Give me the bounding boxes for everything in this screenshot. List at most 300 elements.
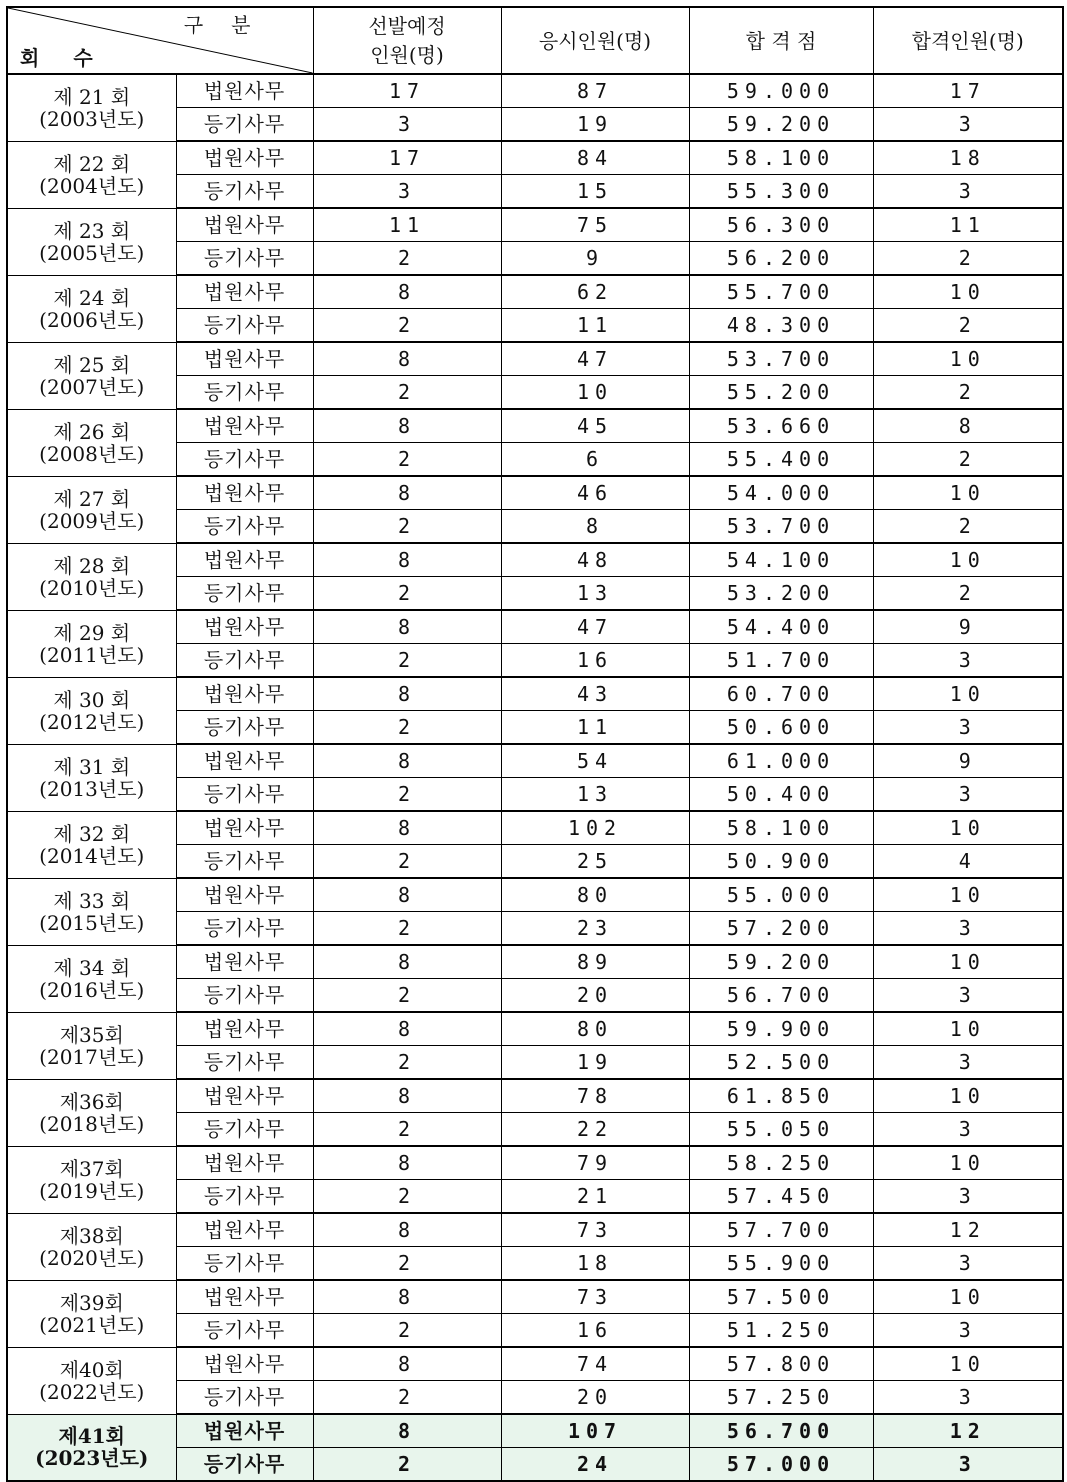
planned-cell: 2 [313, 1381, 501, 1415]
applicants-cell: 47 [501, 342, 689, 376]
round-cell [7, 744, 176, 811]
planned-cell: 11 [313, 208, 501, 242]
applicants-cell: 79 [501, 1146, 689, 1180]
cutoff-cell: 55.200 [689, 376, 873, 410]
header-applicants: 응시인원(명) [501, 7, 689, 74]
table-row [7, 342, 1063, 376]
round-year: (2013년도) [39, 776, 145, 801]
passed-cell: 10 [873, 1280, 1063, 1314]
applicants-cell: 46 [501, 476, 689, 510]
cutoff-cell: 48.300 [689, 309, 873, 343]
planned-cell: 2 [313, 644, 501, 678]
applicants-cell: 107 [501, 1414, 689, 1448]
table-row [7, 744, 1063, 778]
table-row [7, 1414, 1063, 1448]
type-cell: 법원사무 [176, 878, 313, 912]
round-number: 제 25 회 [53, 352, 131, 377]
type-cell: 등기사무 [176, 1381, 313, 1415]
planned-cell: 8 [313, 945, 501, 979]
applicants-cell: 21 [501, 1180, 689, 1214]
table-row [7, 476, 1063, 510]
round-cell [7, 1079, 176, 1146]
table-row [7, 409, 1063, 443]
table-row [7, 1079, 1063, 1113]
round-year: (2014년도) [39, 843, 145, 868]
passed-cell: 3 [873, 1113, 1063, 1147]
round-number: 제 31 회 [53, 754, 131, 779]
table-row [7, 811, 1063, 845]
type-cell: 등기사무 [176, 778, 313, 812]
applicants-cell: 11 [501, 309, 689, 343]
passed-cell: 10 [873, 543, 1063, 577]
planned-cell: 2 [313, 443, 501, 477]
planned-cell: 8 [313, 610, 501, 644]
planned-cell: 8 [313, 1213, 501, 1247]
cutoff-cell: 51.700 [689, 644, 873, 678]
round-cell [7, 1347, 176, 1414]
passed-cell: 12 [873, 1213, 1063, 1247]
round-number: 제 33 회 [53, 888, 131, 913]
type-cell: 등기사무 [176, 175, 313, 209]
round-number: 제 32 회 [53, 821, 131, 846]
table-row [7, 945, 1063, 979]
table-header-row [7, 7, 1063, 74]
applicants-cell: 6 [501, 443, 689, 477]
round-number: 제38회 [59, 1223, 124, 1248]
applicants-cell: 78 [501, 1079, 689, 1113]
applicants-cell: 48 [501, 543, 689, 577]
round-cell [7, 945, 176, 1012]
round-year: (2023년도) [35, 1446, 149, 1471]
applicants-cell: 47 [501, 610, 689, 644]
applicants-cell: 43 [501, 677, 689, 711]
type-cell: 법원사무 [176, 1213, 313, 1247]
cutoff-cell: 52.500 [689, 1046, 873, 1080]
round-number: 제 22 회 [53, 151, 131, 176]
type-cell: 법원사무 [176, 677, 313, 711]
round-cell [7, 275, 176, 342]
passed-cell: 3 [873, 979, 1063, 1013]
round-year: (2004년도) [39, 173, 145, 198]
cutoff-cell: 56.700 [689, 1414, 873, 1448]
cutoff-cell: 57.000 [689, 1448, 873, 1482]
table-row [7, 208, 1063, 242]
type-cell: 법원사무 [176, 610, 313, 644]
planned-cell: 2 [313, 912, 501, 946]
applicants-cell: 19 [501, 1046, 689, 1080]
planned-cell: 8 [313, 878, 501, 912]
type-cell: 법원사무 [176, 1146, 313, 1180]
passed-cell: 3 [873, 1046, 1063, 1080]
applicants-cell: 22 [501, 1113, 689, 1147]
planned-cell: 17 [313, 141, 501, 175]
cutoff-cell: 53.700 [689, 342, 873, 376]
round-year: (2020년도) [39, 1245, 145, 1270]
planned-cell: 3 [313, 175, 501, 209]
table-row [7, 74, 1063, 108]
applicants-cell: 16 [501, 1314, 689, 1348]
passed-cell: 3 [873, 778, 1063, 812]
cutoff-cell: 57.450 [689, 1180, 873, 1214]
applicants-cell: 16 [501, 644, 689, 678]
round-cell [7, 141, 176, 208]
passed-cell: 10 [873, 811, 1063, 845]
type-cell: 등기사무 [176, 1046, 313, 1080]
applicants-cell: 13 [501, 778, 689, 812]
type-cell: 법원사무 [176, 74, 313, 108]
cutoff-cell: 54.000 [689, 476, 873, 510]
cutoff-cell: 57.250 [689, 1381, 873, 1415]
round-year: (2007년도) [39, 374, 145, 399]
applicants-cell: 89 [501, 945, 689, 979]
type-cell: 등기사무 [176, 108, 313, 142]
planned-cell: 3 [313, 108, 501, 142]
type-cell: 등기사무 [176, 443, 313, 477]
round-number: 제 28 회 [53, 553, 131, 578]
round-year: (2009년도) [39, 508, 145, 533]
cutoff-cell: 56.300 [689, 208, 873, 242]
type-cell: 법원사무 [176, 141, 313, 175]
round-cell [7, 208, 176, 275]
table-row [7, 1213, 1063, 1247]
table-row [7, 677, 1063, 711]
passed-cell: 10 [873, 1146, 1063, 1180]
applicants-cell: 62 [501, 275, 689, 309]
applicants-cell: 73 [501, 1213, 689, 1247]
cutoff-cell: 57.200 [689, 912, 873, 946]
type-cell: 등기사무 [176, 510, 313, 544]
type-cell: 법원사무 [176, 1012, 313, 1046]
applicants-cell: 87 [501, 74, 689, 108]
type-cell: 등기사무 [176, 1448, 313, 1482]
table-row [7, 610, 1063, 644]
table-row [7, 1280, 1063, 1314]
cutoff-cell: 59.900 [689, 1012, 873, 1046]
cutoff-cell: 50.400 [689, 778, 873, 812]
planned-cell: 8 [313, 543, 501, 577]
table-row [7, 878, 1063, 912]
type-cell: 등기사무 [176, 376, 313, 410]
passed-cell: 2 [873, 443, 1063, 477]
type-cell: 법원사무 [176, 476, 313, 510]
round-year: (2022년도) [39, 1379, 145, 1404]
type-cell: 법원사무 [176, 1414, 313, 1448]
round-number: 제 23 회 [53, 218, 131, 243]
passed-cell: 2 [873, 242, 1063, 276]
round-cell [7, 878, 176, 945]
planned-cell: 2 [313, 711, 501, 745]
type-cell: 법원사무 [176, 543, 313, 577]
cutoff-cell: 61.850 [689, 1079, 873, 1113]
header-passed: 합격인원(명) [873, 7, 1063, 74]
planned-cell: 8 [313, 744, 501, 778]
round-year: (2017년도) [39, 1044, 145, 1069]
round-cell [7, 476, 176, 543]
passed-cell: 18 [873, 141, 1063, 175]
round-cell [7, 1012, 176, 1079]
type-cell: 등기사무 [176, 309, 313, 343]
round-number: 제37회 [59, 1156, 124, 1181]
round-number: 제41회 [58, 1424, 125, 1449]
round-year: (2005년도) [39, 240, 145, 265]
applicants-cell: 45 [501, 409, 689, 443]
type-cell: 등기사무 [176, 644, 313, 678]
cutoff-cell: 51.250 [689, 1314, 873, 1348]
round-year: (2006년도) [39, 307, 145, 332]
type-cell: 등기사무 [176, 711, 313, 745]
planned-cell: 2 [313, 778, 501, 812]
passed-cell: 3 [873, 711, 1063, 745]
passed-cell: 2 [873, 309, 1063, 343]
round-year: (2016년도) [39, 977, 145, 1002]
round-number: 제 29 회 [53, 620, 131, 645]
header-category-label: 구분 [183, 13, 279, 37]
passed-cell: 10 [873, 1012, 1063, 1046]
round-year: (2008년도) [39, 441, 145, 466]
type-cell: 등기사무 [176, 577, 313, 611]
applicants-cell: 15 [501, 175, 689, 209]
planned-cell: 2 [313, 1046, 501, 1080]
type-cell: 등기사무 [176, 1113, 313, 1147]
cutoff-cell: 57.500 [689, 1280, 873, 1314]
applicants-cell: 54 [501, 744, 689, 778]
applicants-cell: 11 [501, 711, 689, 745]
cutoff-cell: 55.000 [689, 878, 873, 912]
round-year: (2019년도) [39, 1178, 145, 1203]
applicants-cell: 73 [501, 1280, 689, 1314]
passed-cell: 10 [873, 878, 1063, 912]
header-cutoff: 합 격 점 [689, 7, 873, 74]
passed-cell: 2 [873, 577, 1063, 611]
round-cell [7, 1280, 176, 1347]
round-number: 제 21 회 [53, 84, 131, 109]
table-row [7, 1347, 1063, 1381]
passed-cell: 10 [873, 476, 1063, 510]
cutoff-cell: 57.700 [689, 1213, 873, 1247]
applicants-cell: 102 [501, 811, 689, 845]
round-year: (2015년도) [39, 910, 145, 935]
passed-cell: 10 [873, 342, 1063, 376]
planned-cell: 2 [313, 1448, 501, 1482]
passed-cell: 11 [873, 208, 1063, 242]
type-cell: 법원사무 [176, 208, 313, 242]
planned-cell: 8 [313, 1414, 501, 1448]
type-cell: 등기사무 [176, 1247, 313, 1281]
applicants-cell: 20 [501, 979, 689, 1013]
planned-cell: 8 [313, 1280, 501, 1314]
cutoff-cell: 58.100 [689, 141, 873, 175]
passed-cell: 12 [873, 1414, 1063, 1448]
applicants-cell: 20 [501, 1381, 689, 1415]
type-cell: 등기사무 [176, 242, 313, 276]
cutoff-cell: 60.700 [689, 677, 873, 711]
planned-cell: 2 [313, 577, 501, 611]
passed-cell: 3 [873, 1448, 1063, 1482]
table-row [7, 1146, 1063, 1180]
passed-cell: 3 [873, 1247, 1063, 1281]
round-year: (2011년도) [39, 642, 145, 667]
cutoff-cell: 61.000 [689, 744, 873, 778]
cutoff-cell: 56.200 [689, 242, 873, 276]
passed-cell: 2 [873, 510, 1063, 544]
planned-cell: 2 [313, 1180, 501, 1214]
planned-cell: 8 [313, 1347, 501, 1381]
passed-cell: 10 [873, 1079, 1063, 1113]
exam-results-table [6, 6, 1064, 1482]
type-cell: 법원사무 [176, 945, 313, 979]
applicants-cell: 25 [501, 845, 689, 879]
round-cell [7, 74, 176, 141]
passed-cell: 3 [873, 1381, 1063, 1415]
round-cell [7, 342, 176, 409]
header-round-label: 회수 [20, 46, 127, 70]
planned-cell: 8 [313, 342, 501, 376]
header-diagonal-cell [7, 7, 313, 74]
cutoff-cell: 50.600 [689, 711, 873, 745]
cutoff-cell: 57.800 [689, 1347, 873, 1381]
passed-cell: 3 [873, 1180, 1063, 1214]
passed-cell: 17 [873, 74, 1063, 108]
round-cell [7, 543, 176, 610]
applicants-cell: 80 [501, 878, 689, 912]
round-number: 제40회 [59, 1357, 124, 1382]
planned-cell: 2 [313, 309, 501, 343]
type-cell: 법원사무 [176, 1347, 313, 1381]
cutoff-cell: 59.200 [689, 945, 873, 979]
table-row [7, 543, 1063, 577]
cutoff-cell: 53.700 [689, 510, 873, 544]
type-cell: 등기사무 [176, 1180, 313, 1214]
passed-cell: 3 [873, 912, 1063, 946]
round-number: 제39회 [59, 1290, 124, 1315]
cutoff-cell: 59.000 [689, 74, 873, 108]
planned-cell: 8 [313, 677, 501, 711]
type-cell: 법원사무 [176, 744, 313, 778]
passed-cell: 3 [873, 175, 1063, 209]
round-cell [7, 1146, 176, 1213]
planned-cell: 17 [313, 74, 501, 108]
applicants-cell: 24 [501, 1448, 689, 1482]
applicants-cell: 75 [501, 208, 689, 242]
type-cell: 등기사무 [176, 1314, 313, 1348]
applicants-cell: 8 [501, 510, 689, 544]
passed-cell: 4 [873, 845, 1063, 879]
cutoff-cell: 54.400 [689, 610, 873, 644]
round-year: (2012년도) [39, 709, 145, 734]
planned-cell: 8 [313, 275, 501, 309]
round-number: 제 26 회 [53, 419, 131, 444]
table-row [7, 1012, 1063, 1046]
round-number: 제 27 회 [53, 486, 131, 511]
round-year: (2010년도) [39, 575, 145, 600]
cutoff-cell: 53.200 [689, 577, 873, 611]
planned-cell: 2 [313, 242, 501, 276]
round-cell [7, 1213, 176, 1280]
cutoff-cell: 53.660 [689, 409, 873, 443]
type-cell: 등기사무 [176, 912, 313, 946]
applicants-cell: 13 [501, 577, 689, 611]
planned-cell: 2 [313, 979, 501, 1013]
applicants-cell: 19 [501, 108, 689, 142]
passed-cell: 9 [873, 744, 1063, 778]
type-cell: 등기사무 [176, 979, 313, 1013]
planned-cell: 8 [313, 409, 501, 443]
type-cell: 법원사무 [176, 342, 313, 376]
planned-cell: 2 [313, 510, 501, 544]
round-number: 제35회 [59, 1022, 124, 1047]
planned-cell: 8 [313, 811, 501, 845]
round-cell [7, 811, 176, 878]
type-cell: 법원사무 [176, 1280, 313, 1314]
planned-cell: 8 [313, 1146, 501, 1180]
passed-cell: 9 [873, 610, 1063, 644]
round-year: (2021년도) [39, 1312, 145, 1337]
cutoff-cell: 55.050 [689, 1113, 873, 1147]
type-cell: 법원사무 [176, 409, 313, 443]
round-cell [7, 409, 176, 476]
passed-cell: 3 [873, 644, 1063, 678]
applicants-cell: 74 [501, 1347, 689, 1381]
passed-cell: 2 [873, 376, 1063, 410]
passed-cell: 8 [873, 409, 1063, 443]
round-year: (2003년도) [39, 106, 145, 131]
passed-cell: 10 [873, 945, 1063, 979]
type-cell: 등기사무 [176, 845, 313, 879]
applicants-cell: 18 [501, 1247, 689, 1281]
planned-cell: 2 [313, 845, 501, 879]
passed-cell: 10 [873, 677, 1063, 711]
passed-cell: 3 [873, 108, 1063, 142]
type-cell: 법원사무 [176, 811, 313, 845]
cutoff-cell: 54.100 [689, 543, 873, 577]
planned-cell: 8 [313, 1012, 501, 1046]
applicants-cell: 23 [501, 912, 689, 946]
type-cell: 법원사무 [176, 1079, 313, 1113]
applicants-cell: 10 [501, 376, 689, 410]
cutoff-cell: 59.200 [689, 108, 873, 142]
cutoff-cell: 58.250 [689, 1146, 873, 1180]
cutoff-cell: 55.700 [689, 275, 873, 309]
applicants-cell: 84 [501, 141, 689, 175]
passed-cell: 10 [873, 1347, 1063, 1381]
table-body [7, 74, 1063, 1481]
cutoff-cell: 55.400 [689, 443, 873, 477]
table-row [7, 275, 1063, 309]
planned-cell: 2 [313, 1314, 501, 1348]
cutoff-cell: 55.900 [689, 1247, 873, 1281]
planned-cell: 2 [313, 1113, 501, 1147]
planned-cell: 2 [313, 376, 501, 410]
planned-cell: 8 [313, 476, 501, 510]
round-year: (2018년도) [39, 1111, 145, 1136]
round-number: 제 24 회 [53, 285, 131, 310]
round-cell [7, 677, 176, 744]
cutoff-cell: 58.100 [689, 811, 873, 845]
passed-cell: 10 [873, 275, 1063, 309]
cutoff-cell: 50.900 [689, 845, 873, 879]
round-number: 제 30 회 [53, 687, 131, 712]
passed-cell: 3 [873, 1314, 1063, 1348]
planned-cell: 8 [313, 1079, 501, 1113]
table-row [7, 141, 1063, 175]
cutoff-cell: 55.300 [689, 175, 873, 209]
applicants-cell: 80 [501, 1012, 689, 1046]
type-cell: 법원사무 [176, 275, 313, 309]
round-number: 제 34 회 [53, 955, 131, 980]
applicants-cell: 9 [501, 242, 689, 276]
round-cell [7, 610, 176, 677]
round-number: 제36회 [59, 1089, 124, 1114]
